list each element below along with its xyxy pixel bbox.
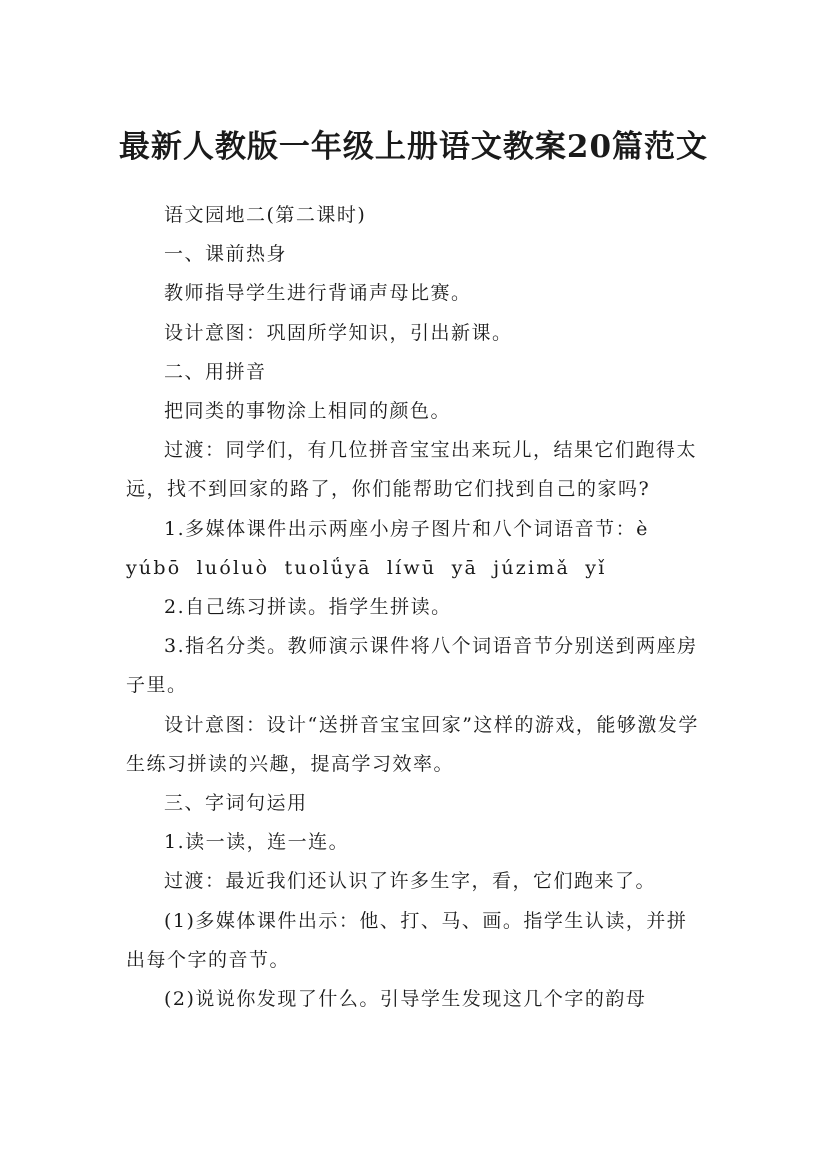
paragraph: 把同类的事物涂上相同的颜色。: [164, 400, 452, 423]
paragraph: (1)多媒体课件出示：他、打、马、画。指学生认读，并拼出每个字的音节。: [126, 909, 688, 971]
paragraph: 教师指导学生进行背诵声母比赛。: [164, 282, 472, 305]
paragraph: 过渡：最近我们还认识了许多生字，看，它们跑来了。: [164, 870, 657, 893]
paragraph: 1.读一读，连一连。: [164, 831, 350, 854]
paragraph-section-one-heading: 一、课前热身: [164, 243, 288, 266]
paragraph: 过渡：同学们，有几位拼音宝宝出来玩儿，结果它们跑得太远，找不到回家的路了，你们能帮助它们找到自己的家吗?: [126, 439, 698, 501]
paragraph: (2)说说你发现了什么。引导学生发现这几个字的韵母: [164, 988, 647, 1011]
paragraph-section-two-heading: 二、用拼音: [164, 360, 267, 383]
paragraph: 2.自己练习拼读。指学生拼读。: [164, 596, 452, 619]
paragraph-lesson-heading: 语文园地二(第二课时): [164, 204, 367, 226]
paragraph: 设计意图：巩固所学知识，引出新课。: [164, 321, 513, 344]
paragraph-section-three-heading: 三、字词句运用: [164, 792, 308, 815]
document-body: [126, 196, 706, 1019]
paragraph: 1.多媒体课件出示两座小房子图片和八个词语音节：è: [164, 517, 649, 540]
paragraph-pinyin: yúbō luóluò tuolǘyā líwū yā júzimǎ yǐ: [126, 556, 607, 579]
document-title: 最新人教版一年级上册语文教案20篇范文: [118, 128, 709, 165]
paragraph: 3.指名分类。教师演示课件将八个词语音节分别送到两座房子里。: [126, 635, 698, 697]
paragraph: 设计意图：设计“送拼音宝宝回家”这样的游戏，能够激发学生练习拼读的兴趣，提高学习效率。: [126, 713, 699, 775]
